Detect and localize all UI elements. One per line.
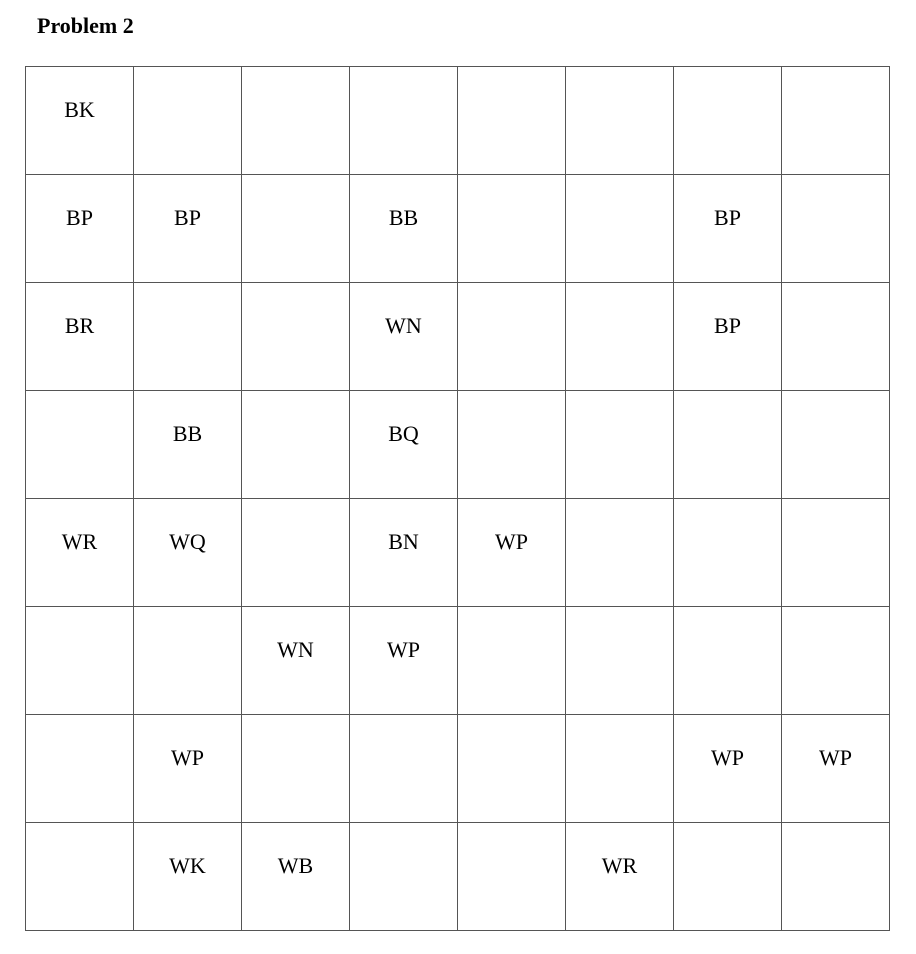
piece-label: WQ [169,529,206,554]
piece-label: WK [169,853,206,878]
piece-label [566,391,673,423]
board-square [782,715,890,823]
board-square [242,67,350,175]
piece-label [26,715,133,747]
board-square [350,715,458,823]
board-square [566,67,674,175]
board-square [674,823,782,931]
piece-label [566,67,673,99]
piece-label: BK [64,97,95,122]
piece-label [458,391,565,423]
board-square [782,175,890,283]
piece-label [458,67,565,99]
piece-label: WR [61,529,98,554]
board-square [458,283,566,391]
piece-label [566,283,673,315]
board-square [242,823,350,931]
piece-label [782,823,889,855]
board-square [26,607,134,715]
board-square [566,715,674,823]
board-square [26,67,134,175]
board-square [782,391,890,499]
board-square [134,67,242,175]
piece-label: WP [819,745,852,770]
piece-label: WN [277,637,314,662]
board-square [458,67,566,175]
piece-label [26,823,133,855]
piece-label [782,391,889,423]
piece-label: WP [495,529,528,554]
board-square [26,823,134,931]
board-square [674,715,782,823]
board-square [782,607,890,715]
board-square [134,607,242,715]
board-square [26,283,134,391]
piece-label [458,607,565,639]
piece-label [134,283,241,315]
board-square [242,391,350,499]
piece-label [674,823,781,855]
piece-label: WP [171,745,204,770]
chess-board-grid [25,66,890,931]
board-square [566,499,674,607]
board-square [242,607,350,715]
board-square [782,823,890,931]
piece-label [134,67,241,99]
board-square [26,715,134,823]
piece-label: WN [385,313,422,338]
board-square [26,391,134,499]
board-square [134,391,242,499]
board-row [26,283,890,391]
piece-label: BP [714,205,741,230]
piece-label [782,175,889,207]
board-square [350,67,458,175]
piece-label [242,175,349,207]
board-square [674,175,782,283]
board-square [350,823,458,931]
board-square [134,175,242,283]
board-square [134,283,242,391]
board-square [350,607,458,715]
board-square [242,175,350,283]
piece-label: BQ [388,421,419,446]
board-square [242,283,350,391]
board-square [458,391,566,499]
piece-label [26,391,133,423]
board-row [26,823,890,931]
board-square [134,499,242,607]
piece-label [350,67,457,99]
piece-label [674,67,781,99]
board-square [350,175,458,283]
piece-label [674,391,781,423]
board-square [674,67,782,175]
piece-label [566,607,673,639]
piece-label: WB [277,853,314,878]
piece-label [350,715,457,747]
piece-label [674,607,781,639]
board-square [566,607,674,715]
board-row [26,607,890,715]
board-square [350,391,458,499]
page-title: Problem 2 [37,13,134,38]
board-square [242,499,350,607]
board-square [782,499,890,607]
piece-label: WP [387,637,420,662]
board-row [26,499,890,607]
board-square [242,715,350,823]
piece-label [782,607,889,639]
piece-label: BR [64,313,95,338]
piece-label [674,499,781,531]
piece-label [242,499,349,531]
board-square [458,715,566,823]
piece-label [782,67,889,99]
board-square [458,175,566,283]
board-square [674,391,782,499]
board-square [134,823,242,931]
piece-label [458,823,565,855]
board-square [458,607,566,715]
board-square [674,499,782,607]
board-row [26,715,890,823]
board-square [674,607,782,715]
board-row [26,67,890,175]
piece-label [782,283,889,315]
board-square [782,67,890,175]
board-square [134,715,242,823]
board-square [26,175,134,283]
piece-label [458,715,565,747]
board-row [26,391,890,499]
board-square [566,823,674,931]
board-square [458,499,566,607]
piece-label [782,499,889,531]
piece-label [26,607,133,639]
piece-label [458,175,565,207]
piece-label: BP [174,205,201,230]
piece-label [566,499,673,531]
piece-label: BN [388,529,419,554]
piece-label [134,607,241,639]
piece-label [350,823,457,855]
board-square [350,499,458,607]
piece-label [242,715,349,747]
board-square [782,283,890,391]
board-square [350,283,458,391]
board-square [674,283,782,391]
piece-label: BP [714,313,741,338]
piece-label [566,715,673,747]
piece-label: WP [711,745,744,770]
piece-label: BB [172,421,203,446]
piece-label: WR [601,853,638,878]
board-square [566,175,674,283]
board-square [458,823,566,931]
piece-label [566,175,673,207]
piece-label [242,283,349,315]
board-square [566,391,674,499]
piece-label [458,283,565,315]
board-square [566,283,674,391]
piece-label [242,391,349,423]
piece-label: BB [388,205,419,230]
board-square [26,499,134,607]
piece-label [242,67,349,99]
piece-label: BP [66,205,93,230]
board-row [26,175,890,283]
